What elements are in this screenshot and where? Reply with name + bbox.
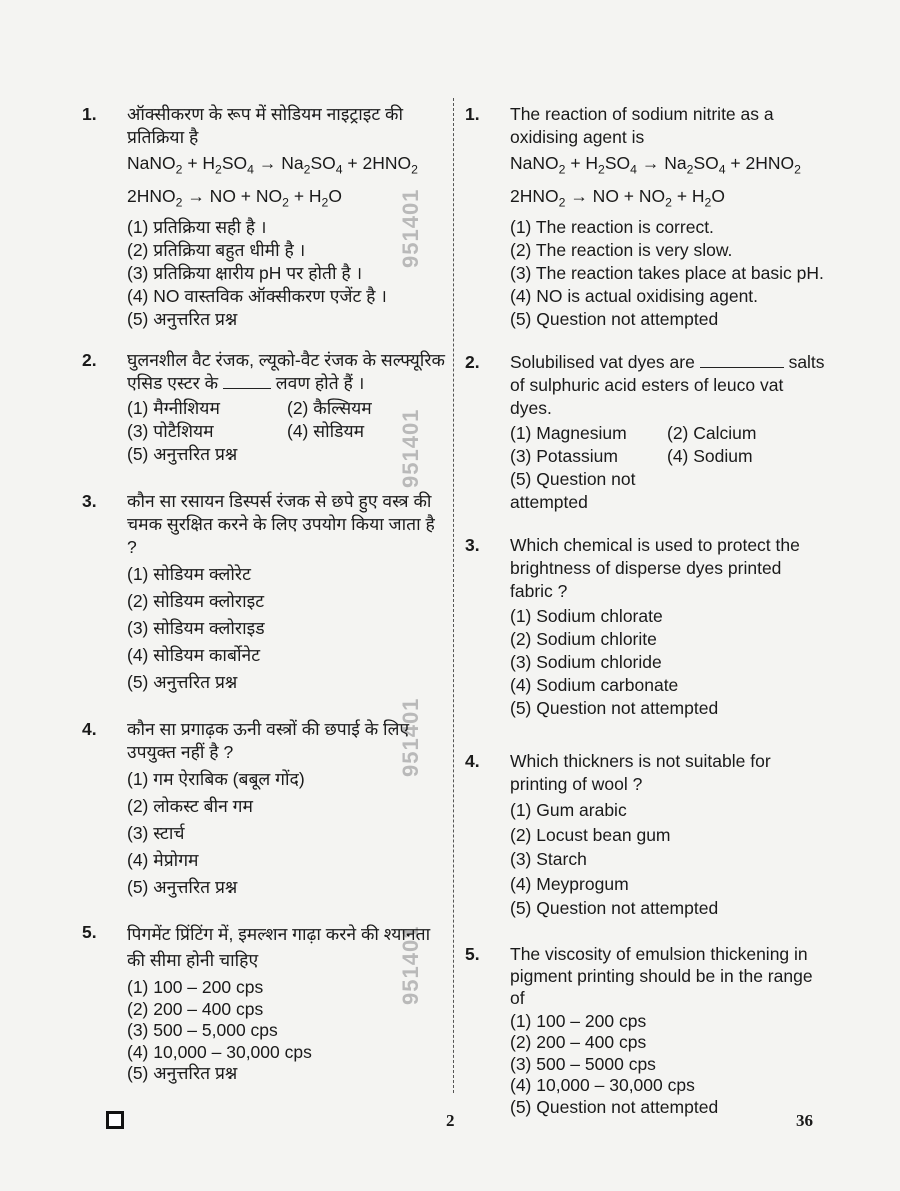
question-number: 4. (82, 719, 97, 739)
question-3-english (465, 534, 825, 720)
question-2-english (465, 351, 825, 514)
option: (5) अनुत्तरित प्रश्न (127, 1063, 238, 1083)
option: (3) Starch (510, 849, 587, 869)
option: (4) Sodium carbonate (510, 675, 679, 695)
option: (1) सोडियम क्लोरेट (127, 564, 251, 584)
equation-2: $2HNO_2$ → NO + $NO_2 + H_2O$ (510, 185, 725, 209)
watermark: 951401 (398, 697, 423, 777)
question-number: 5. (82, 922, 97, 942)
english-column (465, 95, 825, 1118)
question-number: 1. (465, 104, 480, 124)
question-2-hindi (82, 349, 447, 466)
option: (3) Sodium chloride (510, 652, 662, 672)
question-stem: The viscosity of emulsion thickening in pigment printing should be in the range of (510, 943, 813, 1008)
question-stem: कौन सा प्रगाढ़क ऊनी वस्त्रों की छपाई के लिए उपयुक्त नहीं है ? (127, 719, 410, 762)
equation-1: NaNO$_2$ + $H_2SO_4 \to Na_2SO_4 + 2HNO_2$ (127, 153, 418, 177)
option: (3) The reaction takes place at basic pH. (510, 263, 824, 283)
option: (5) अनुत्तरित प्रश्न (127, 672, 238, 692)
question-4-hindi (82, 718, 447, 901)
option: (5) Question not attempted (510, 469, 636, 512)
option: (3) Potassium (510, 446, 618, 466)
question-1-hindi (82, 103, 447, 331)
option: (5) अनुत्तरित प्रश्न (127, 444, 238, 464)
option: (2) प्रतिक्रिया बहुत धीमी है । (127, 240, 306, 260)
question-stem: घुलनशील वैट रंजक, ल्यूको-वैट रंजक के सल्फ्यूरिक एसिड एस्टर के लवण होते हैं । (127, 350, 445, 393)
option: (2) 200 – 400 cps (127, 998, 264, 1019)
option-list (510, 1011, 825, 1119)
option: (4) NO वास्तविक ऑक्सीकरण एजेंट है । (127, 286, 387, 306)
option-list (127, 561, 447, 696)
option-list (510, 422, 825, 514)
question-number: 3. (465, 535, 480, 555)
option: (2) Locust bean gum (510, 824, 671, 845)
question-5-english (465, 943, 825, 1119)
question-stem: Which thickners is not suitable for printing of wool ? (510, 751, 771, 794)
option: (5) अनुत्तरित प्रश्न (127, 877, 238, 897)
option: (2) Sodium chlorite (510, 629, 657, 649)
option: (2) Calcium (667, 423, 757, 443)
option: (2) 200 – 400 cps (510, 1032, 647, 1052)
question-stem: पिगमेंट प्रिंटिंग में, इमल्शन गाढ़ा करने की श्यानता की सीमा होनी चाहिए (127, 924, 431, 970)
option: (3) स्टार्च (127, 823, 185, 843)
equation-2: $2HNO_2$ → NO + $NO_2 + H_2O$ (127, 185, 342, 209)
option: (1) Sodium chlorate (510, 606, 663, 626)
option-list (127, 397, 447, 466)
option: (3) प्रतिक्रिया क्षारीय pH पर होती है । (127, 263, 363, 283)
option: (4) Sodium (667, 446, 753, 466)
question-stem: The reaction of sodium nitrite as a oxidising agent is (510, 104, 774, 147)
option: (4) सोडियम (287, 421, 365, 441)
watermark: 951401 (398, 925, 423, 1005)
option: (1) The reaction is correct. (510, 217, 714, 237)
option: (4) 10,000 – 30,000 cps (127, 1041, 312, 1062)
question-number: 3. (82, 491, 97, 511)
equation-1: NaNO$_2$ + $H_2SO_4 \to Na_2SO_4 + 2HNO_2$ (510, 153, 801, 177)
booklet-code: 36 (796, 1111, 813, 1130)
question-number: 2. (465, 352, 480, 372)
question-1-english (465, 103, 825, 331)
option: (1) Magnesium (510, 423, 627, 443)
watermark: 951401 (398, 188, 423, 268)
option: (5) Question not attempted (510, 698, 719, 718)
option: (1) 100 – 200 cps (510, 1010, 647, 1031)
question-stem: कौन सा रसायन डिस्पर्स रंजक से छपे हुए वस्त्र की चमक सुरक्षित करने के लिए उपयोग किया जाता है ? (127, 491, 435, 557)
option: (1) गम ऐराबिक (बबूल गोंद) (127, 769, 305, 789)
option: (3) 500 – 5,000 cps (127, 1020, 278, 1040)
question-3-hindi (82, 490, 447, 696)
option: (3) सोडियम क्लोराइड (127, 618, 265, 638)
option: (2) सोडियम क्लोराइट (127, 591, 265, 611)
watermark: 951401 (398, 408, 423, 488)
option: (5) Question not attempted (510, 898, 719, 918)
question-number: 5. (465, 943, 480, 964)
option: (5) Question not attempted (510, 309, 719, 329)
question-stem: ऑक्सीकरण के रूप में सोडियम नाइट्राइट की प्रतिक्रिया है (127, 104, 404, 147)
question-number: 2. (82, 350, 97, 370)
option-list (127, 216, 447, 331)
option-list (510, 216, 825, 331)
option: (1) 100 – 200 cps (127, 977, 264, 997)
hindi-column (82, 95, 447, 1085)
question-stem: Which chemical is used to protect the brightness of disperse dyes printed fabric ? (510, 535, 800, 601)
option: (4) NO is actual oxidising agent. (510, 286, 759, 306)
question-stem: Solubilised vat dyes are salts of sulphuric acid esters of leuco vat dyes. (510, 352, 825, 418)
column-divider (453, 98, 454, 1093)
option: (3) 500 – 5000 cps (510, 1053, 656, 1074)
option: (1) मैग्नीशियम (127, 398, 220, 418)
option: (1) प्रतिक्रिया सही है । (127, 217, 267, 237)
option-list (127, 977, 447, 1085)
option: (4) 10,000 – 30,000 cps (510, 1075, 695, 1095)
option-list (510, 798, 825, 921)
question-5-hindi (82, 921, 447, 1085)
fill-blank (700, 366, 784, 368)
option: (2) The reaction is very slow. (510, 240, 733, 260)
question-number: 1. (82, 104, 97, 124)
page-number: 2 (446, 1111, 455, 1130)
fill-blank (223, 387, 271, 389)
option-list (127, 766, 447, 901)
option: (3) पोटैशियम (127, 421, 214, 441)
option: (4) सोडियम कार्बोनेट (127, 645, 261, 665)
square-marker-icon (106, 1111, 124, 1129)
question-4-english (465, 750, 825, 921)
option: (4) Meyprogum (510, 873, 629, 894)
option: (1) Gum arabic (510, 800, 627, 820)
option: (5) अनुत्तरित प्रश्न (127, 309, 238, 329)
option: (5) Question not attempted (510, 1096, 719, 1117)
option-list (510, 605, 825, 720)
option: (2) लोकस्ट बीन गम (127, 796, 253, 816)
option: (2) कैल्सियम (287, 398, 372, 418)
option: (4) मेप्रोगम (127, 850, 199, 870)
question-number: 4. (465, 751, 480, 771)
